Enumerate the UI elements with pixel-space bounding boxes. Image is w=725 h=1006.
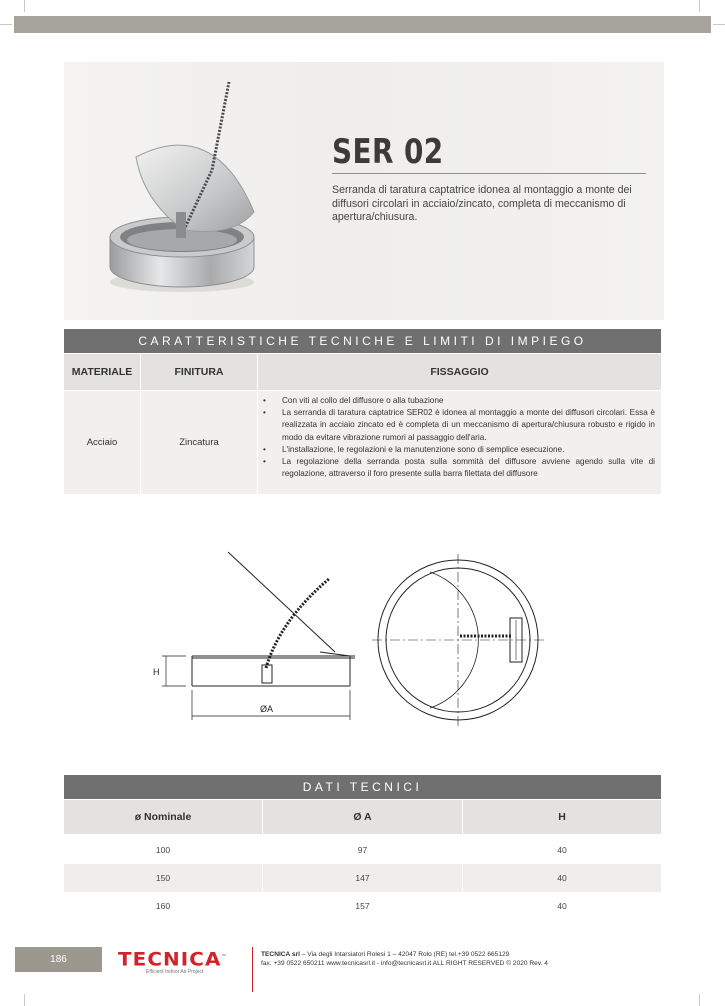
product-photo: [64, 62, 324, 320]
list-item: • Con viti al collo del diffusore o alla tubazione: [282, 395, 655, 407]
table-cell: 40: [463, 892, 661, 920]
footer-contacts: fax. +39 0522 650211 www.tecnicasrl.it - info@tecnicasrl.it ALL RIGHT RESERVED © 2020 Rev. 4: [261, 960, 548, 967]
company-name: TECNICA srl: [261, 951, 300, 958]
dim-label-h: H: [153, 667, 160, 677]
list-item: • La serranda di taratura captatrice SER02 è idonea al montaggio a monte dei diffusori circolari. Essa è realizzata in acciaio zincato ed è completa di un meccanismo di apertura/chiusura robusto e rigido in modo da evitare vibrazione rumori al passaggio dell'aria.: [282, 407, 655, 444]
col-fixing: FISSAGGIO: [258, 354, 661, 390]
technical-drawing: [140, 540, 560, 730]
features-heading: CARATTERISTICHE TECNICHE E LIMITI DI IMPIEGO: [64, 329, 661, 353]
footer-info: [261, 950, 548, 968]
table-cell: 100: [64, 836, 262, 864]
brand-name: TECNICA™: [118, 948, 228, 971]
table-cell: 160: [64, 892, 262, 920]
crop-mark: [699, 994, 700, 1006]
fixing-cell: [258, 391, 661, 494]
footer-divider: [252, 947, 253, 992]
col-height: H: [463, 800, 661, 834]
list-item: • L'installazione, le regolazioni e la manutenzione sono di semplice esecuzione.: [282, 444, 655, 456]
crop-mark: [24, 994, 25, 1006]
top-band: [14, 16, 711, 33]
table-cell: 157: [263, 892, 462, 920]
crop-mark: [24, 0, 25, 12]
list-item: • La regolazione della serranda posta sulla sommità del diffusore avviene agendo sulla vite di regolazione, attraverso il foro presente sulla barra filettata del diffusore: [282, 456, 655, 480]
crop-mark: [699, 0, 700, 12]
table-cell: 150: [64, 864, 262, 892]
col-material: MATERIALE: [64, 354, 140, 390]
table-cell: 40: [463, 836, 661, 864]
table-cell: 40: [463, 864, 661, 892]
page-number: 186: [15, 947, 102, 972]
title-divider: [332, 173, 646, 174]
col-nominal: ø Nominale: [64, 800, 262, 834]
crop-mark: [713, 24, 725, 25]
footer-address: TECNICA srl – Via degli Intarsiatori Rolesi 1 – 42047 Rolo (RE) tel.+39 0522 665129: [261, 951, 510, 958]
product-title: SER 02: [332, 132, 444, 172]
brand-tagline: Efficient Indoor Air Project: [146, 969, 204, 976]
brand-logo: [118, 947, 238, 977]
tech-data-heading: DATI TECNICI: [64, 775, 661, 799]
table-cell: 97: [263, 836, 462, 864]
table-cell: 147: [263, 864, 462, 892]
product-description: Serranda di taratura captatrice idonea al montaggio a monte dei diffusori circolari in acciaio/zincato, completa di meccanismo di apertura/chiusura.: [332, 184, 632, 223]
col-diameter: Ø A: [263, 800, 462, 834]
finish-value: Zincatura: [141, 391, 257, 494]
col-finish: FINITURA: [141, 354, 257, 390]
fixing-list: [258, 391, 661, 480]
crop-mark: [0, 24, 12, 25]
product-hero: [64, 62, 664, 320]
material-value: Acciaio: [64, 391, 140, 494]
dim-label-diameter: ØA: [260, 704, 274, 714]
